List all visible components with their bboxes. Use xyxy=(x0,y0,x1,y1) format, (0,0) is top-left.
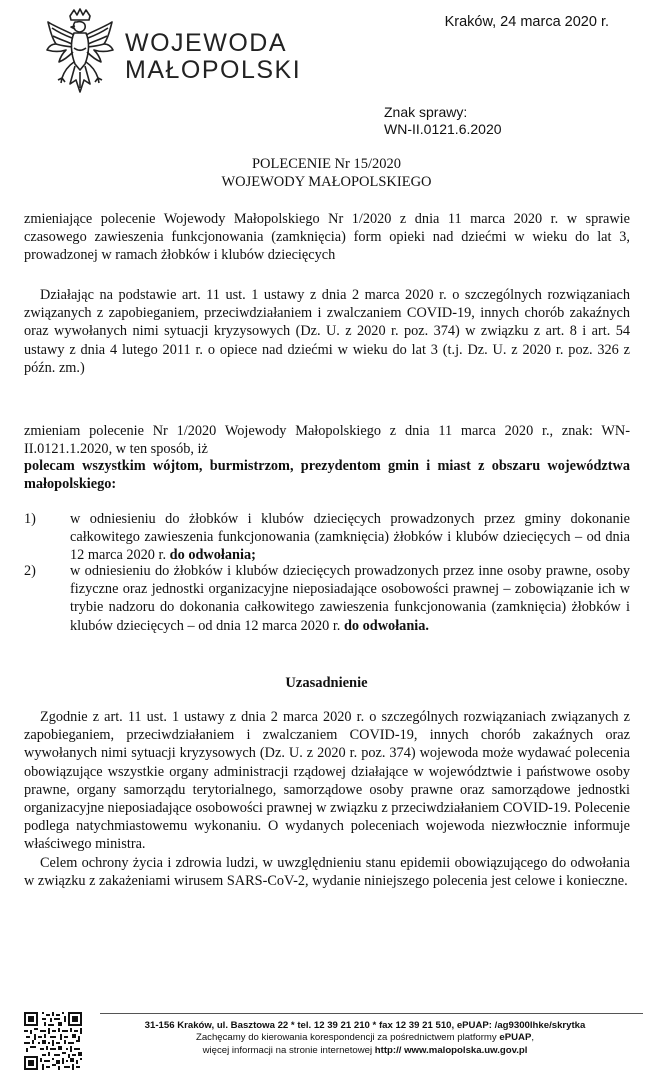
footer-epuap-name: ePUAP xyxy=(499,1032,532,1044)
document-title-line-2: WOJEWODY MAŁOPOLSKIEGO xyxy=(221,174,432,190)
document-title xyxy=(0,155,653,191)
list-item-body: w odniesieniu do żłobków i klubów dziecięcych prowadzonych przez inne osoby prawne, osoby fizyczne oraz jednostki organizacyjne nieposiadające osobowości prawnej – zobowiązanie ich w trybie nadzoru do dokonania całkowitego zawieszenia funkcjonowania (zamknięcia) żłobków i klubów dziecięcych – od dnia 12 marca 2020 r. xyxy=(70,563,630,634)
justification-paragraph-1: Zgodnie z art. 11 ust. 1 ustawy z dnia 2 marca 2020 r. o szczególnych rozwiązaniach związanych z zapobieganiem, przeciwdziałaniem i zwalczaniem COVID-19, innych chorób zakaźnych oraz wywołanych nimi sytuacji kryzysowych (Dz. U. z 2020 r. poz. 374) wojewoda może wydawać polecenia obowiązujące wszystkie organy administracji rządowej działające w województwie i państwowe osoby prawne, organy samorządu terytorialnego, samorządowe osoby prawne oraz samorządowe jednostki organizacyjne nieposiadające osobowości prawnej w związku z przeciwdziałaniem COVID-19. Polecenie podlega natychmiastowemu wykonaniu. O wydanych poleceniach wojewoda niezwłocznie informuje właściwego ministra. xyxy=(24,709,630,853)
case-reference-label: Znak sprawy: xyxy=(384,104,468,120)
logo-wordmark xyxy=(125,30,301,84)
list-item xyxy=(24,562,630,635)
justification-paragraph-2: Celem ochrony życia i zdrowia ludzi, w uwzględnieniu stanu epidemii obowiązującego do odwołania w związku z zakażeniami wirusem SARS-CoV-2, wydanie niniejszego polecenia jest celowe i konieczne. xyxy=(24,855,630,890)
list-item-emphasis: do odwołania; xyxy=(169,547,256,564)
footer-divider xyxy=(100,1013,643,1014)
case-reference-value: WN-II.0121.6.2020 xyxy=(384,121,502,137)
document-title-line-1: POLECENIE Nr 15/2020 xyxy=(251,156,401,172)
qr-code-icon xyxy=(24,1012,82,1070)
footer-epuap-text: Zachęcamy do kierowania korespondencji za pośrednictwem platformy xyxy=(195,1032,500,1044)
footer-website-text: więcej informacji na stronie internetowej xyxy=(202,1044,375,1056)
list-item-number: 1) xyxy=(24,511,36,527)
footer-website-link[interactable]: http:// www.malopolska.uw.gov.pl xyxy=(374,1044,528,1056)
order-paragraph: polecam wszystkim wójtom, burmistrzom, prezydentom gmin i miast z obszaru województwa małopolskiego: xyxy=(24,458,630,493)
case-reference xyxy=(384,104,502,138)
list-item-text xyxy=(70,510,630,565)
footer-epuap-note xyxy=(100,1032,630,1044)
footer-epuap-comma: , xyxy=(531,1032,535,1044)
list-item-body: w odniesieniu do żłobków i klubów dziecięcych prowadzonych przez gminy dokonanie całkowitego zawieszenia funkcjonowania (zamknięcia) żłobków i klubów dziecięcych – od dnia 12 marca 2020 r. xyxy=(70,511,630,564)
list-item-number: 2) xyxy=(24,563,36,579)
eagle-emblem-icon xyxy=(44,8,116,100)
footer-website-note xyxy=(100,1045,630,1057)
footer-contact xyxy=(100,1020,630,1057)
intro-paragraph: zmieniające polecenie Wojewody Małopolskiego Nr 1/2020 z dnia 11 marca 2020 r. w sprawie czasowego zawieszenia funkcjonowania (zamknięcia) form opieki nad dziećmi w wieku do lat 3, prowadzonej w ramach żłobków i klubów dziecięcych xyxy=(24,211,630,264)
footer-address: 31-156 Kraków, ul. Basztowa 22 * tel. 12 39 21 210 * fax 12 39 21 510, ePUAP: /ag9300lhke/skrytka xyxy=(144,1020,586,1031)
list-item xyxy=(24,510,630,565)
document-date: Kraków, 24 marca 2020 r. xyxy=(444,14,609,30)
logo-line-1: WOJEWODA xyxy=(125,29,287,57)
logo-line-2: MAŁOPOLSKI xyxy=(125,56,302,84)
list-item-emphasis: do odwołania. xyxy=(343,617,429,634)
amendment-paragraph: zmieniam polecenie Nr 1/2020 Wojewody Małopolskiego z dnia 11 marca 2020 r., znak: WN-II.0121.1.2020, w ten sposób, iż xyxy=(24,423,630,458)
justification-heading: Uzasadnienie xyxy=(285,675,368,691)
legal-basis-paragraph: Działając na podstawie art. 11 ust. 1 ustawy z dnia 2 marca 2020 r. o szczególnych rozwiązaniach związanych z zapobieganiem, przeciwdziałaniem i zwalczaniem COVID-19, innych chorób zakaźnych oraz wywołanych nimi sytuacji kryzysowych (Dz. U. z 2020 r. poz. 374) w związku z art. 8 i art. 54 ustawy z dnia 4 lutego 2011 r. o opiece nad dziećmi w wieku do lat 3 (t.j. Dz. U. z 2020 r. poz. 326 z późn. zm.) xyxy=(24,287,630,376)
list-item-text xyxy=(70,562,630,635)
